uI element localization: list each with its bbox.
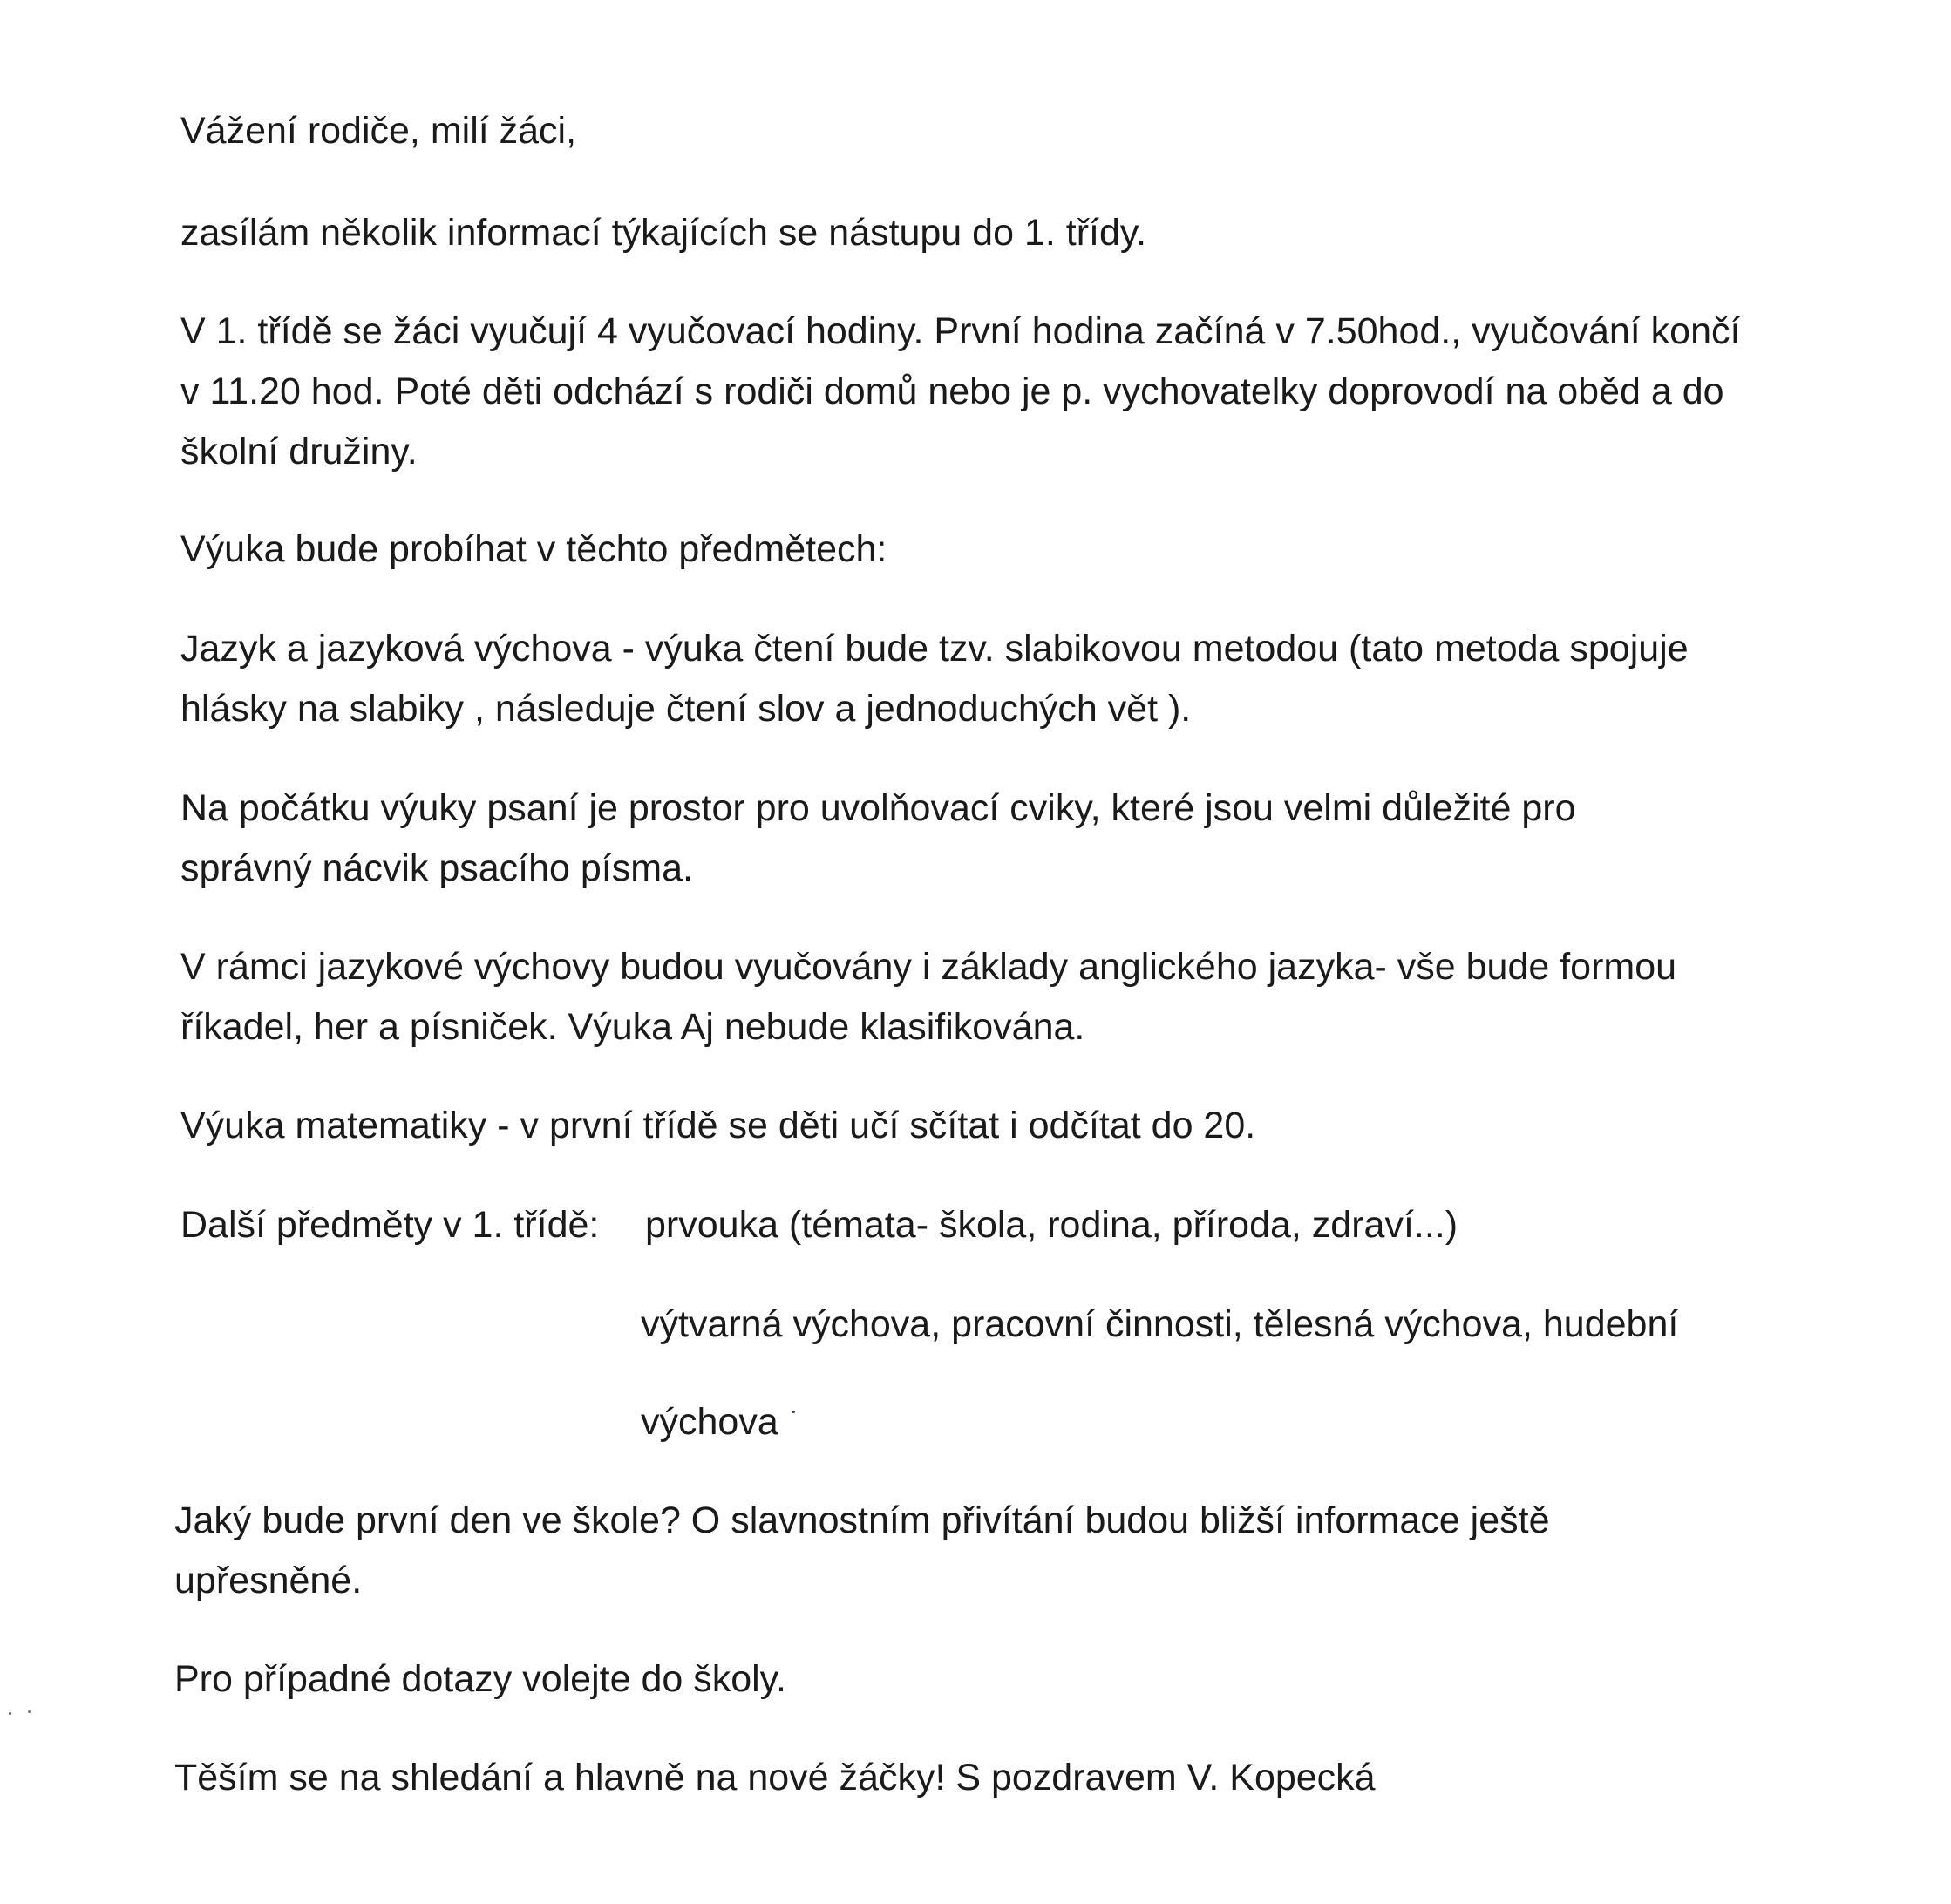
scan-speck	[9, 1712, 11, 1715]
schedule-line-3: školní družiny.	[180, 431, 418, 473]
intro-paragraph: zasílám několik informací týkajících se nástupu do 1. třídy.	[180, 212, 1147, 254]
other-subjects-line-1: prvouka (témata- škola, rodina, příroda, zdraví...)	[645, 1204, 1458, 1246]
first-day-line-2: upřesněné.	[174, 1560, 363, 1601]
questions-paragraph: Pro případné dotazy volejte do školy.	[174, 1658, 786, 1700]
ink-speck	[792, 1411, 795, 1413]
scan-speck	[28, 1710, 31, 1713]
language-line-2: hlásky na slabiky , následuje čtení slov a jednoduchých vět ).	[180, 688, 1192, 730]
english-line-1: V rámci jazykové výchovy budou vyučovány i základy anglického jazyka- vše bude formou	[180, 946, 1677, 988]
writing-line-2: správný nácvik psacího písma.	[180, 847, 693, 889]
schedule-line-2: v 11.20 hod. Poté děti odchází s rodiči domů nebo je p. vychovatelky doprovodí na oběd a do	[180, 371, 1724, 412]
other-subjects-line-3: výchova	[641, 1401, 778, 1443]
greeting: Vážení rodiče, milí žáci,	[180, 110, 577, 152]
other-subjects-line-2: výtvarná výchova, pracovní činnosti, tělesná výchova, hudební	[641, 1303, 1679, 1345]
subjects-intro: Výuka bude probíhat v těchto předmětech:	[180, 528, 887, 570]
other-subjects-label: Další předměty v 1. třídě:	[180, 1204, 600, 1246]
language-line-1: Jazyk a jazyková výchova - výuka čtení bude tzv. slabikovou metodou (tato metoda spojuje	[180, 628, 1689, 670]
closing-signature: Těším se na shledání a hlavně na nové žáčky! S pozdravem V. Kopecká	[174, 1757, 1376, 1799]
math-paragraph: Výuka matematiky - v první třídě se děti učí sčítat i odčítat do 20.	[180, 1105, 1256, 1146]
schedule-line-1: V 1. třídě se žáci vyučují 4 vyučovací hodiny. První hodina začíná v 7.50hod., vyučování končí	[180, 310, 1741, 352]
writing-line-1: Na počátku výuky psaní je prostor pro uvolňovací cviky, které jsou velmi důležité pro	[180, 787, 1576, 829]
first-day-line-1: Jaký bude první den ve škole? O slavnostním přivítání budou bližší informace ještě	[174, 1499, 1550, 1541]
english-line-2: říkadel, her a písniček. Výuka Aj nebude klasifikována.	[180, 1006, 1085, 1048]
